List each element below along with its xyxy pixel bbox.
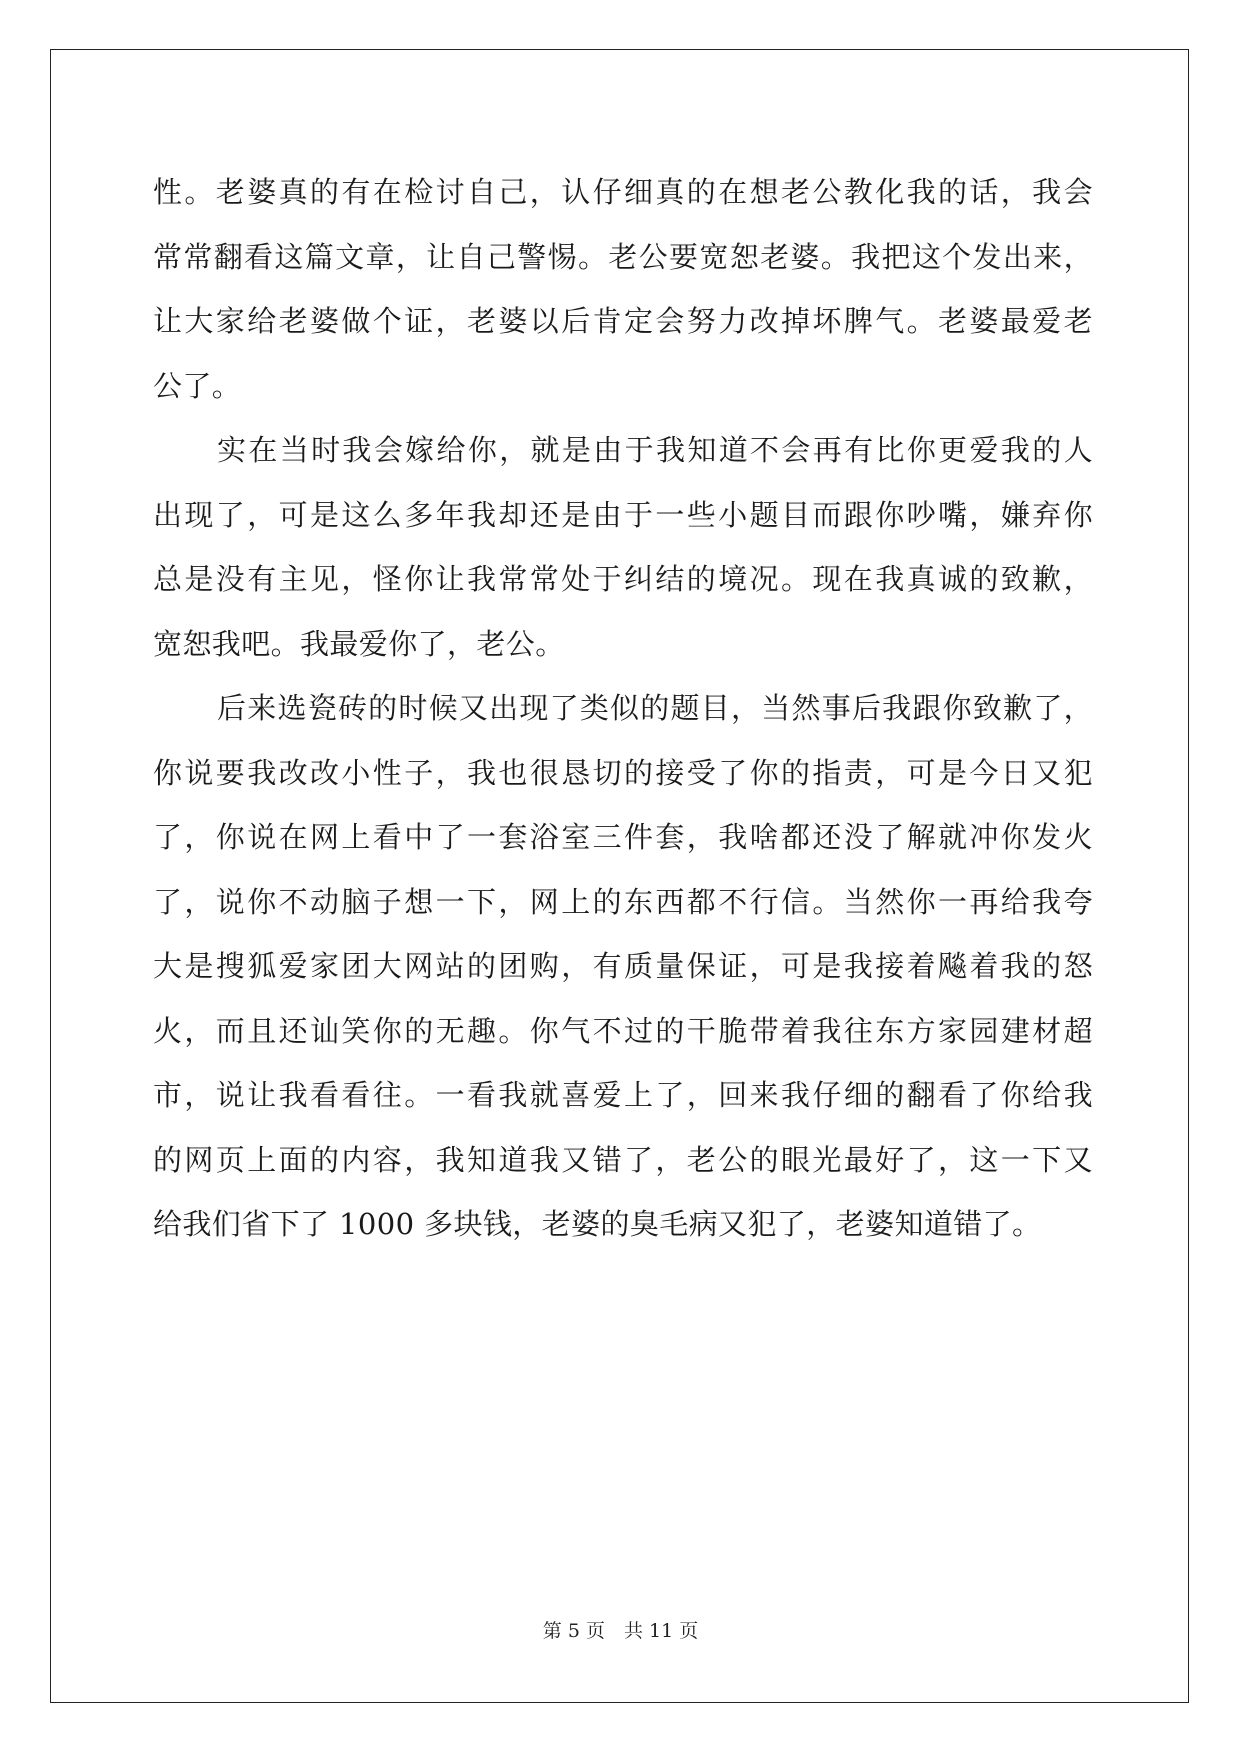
text-line: 宽恕我吧。我最爱你了，老公。: [153, 626, 565, 661]
text-line: 了，你说在网上看中了一套浴室三件套，我啥都还没了解就冲你发火: [153, 820, 1093, 854]
text-line: 了，说你不动脑子想一下，网上的东西都不行信。当然你一再给我夸: [153, 884, 1093, 919]
text-line: 大是搜狐爱家团大网站的团购，有质量保证，可是我接着飚着我的怒: [153, 949, 1093, 983]
text-line: 性。老婆真的有在检讨自己，认仔细真的在想老公教化我的话，我会: [153, 175, 1093, 209]
text-line: 后来选瓷砖的时候又出现了类似的题目，当然事后我跟你致歉了，: [217, 691, 1093, 725]
text-line: 你说要我改改小性子，我也很恳切的接受了你的指责，可是今日又犯: [153, 755, 1093, 790]
text-line: 总是没有主见，怪你让我常常处于纠结的境况。现在我真诚的致歉，: [153, 562, 1093, 596]
text-line: 公了。: [153, 368, 242, 403]
text-line: 实在当时我会嫁给你，就是由于我知道不会再有比你更爱我的人: [217, 433, 1093, 467]
page-number: 第 5 页 共 11 页: [542, 1620, 699, 1642]
text-line: 让大家给老婆做个证，老婆以后肯定会努力改掉坏脾气。老婆最爱老: [153, 304, 1093, 338]
text-line: 市，说让我看看往。一看我就喜爱上了，回来我仔细的翻看了你给我: [153, 1078, 1093, 1112]
text-line: 常常翻看这篇文章，让自己警惕。老公要宽恕老婆。我把这个发出来，: [153, 239, 1093, 274]
text-line: 的网页上面的内容，我知道我又错了，老公的眼光最好了，这一下又: [153, 1142, 1093, 1177]
text-line: 火，而且还讪笑你的无趣。你气不过的干脆带着我往东方家园建材超: [153, 1013, 1093, 1048]
text-line: 出现了，可是这么多年我却还是由于一些小题目而跟你吵嘴，嫌弃你: [153, 497, 1093, 532]
document-body: [153, 160, 1093, 1257]
text-line: 给我们省下了 1000 多块钱，老婆的臭毛病又犯了，老婆知道错了。: [153, 1207, 1042, 1241]
